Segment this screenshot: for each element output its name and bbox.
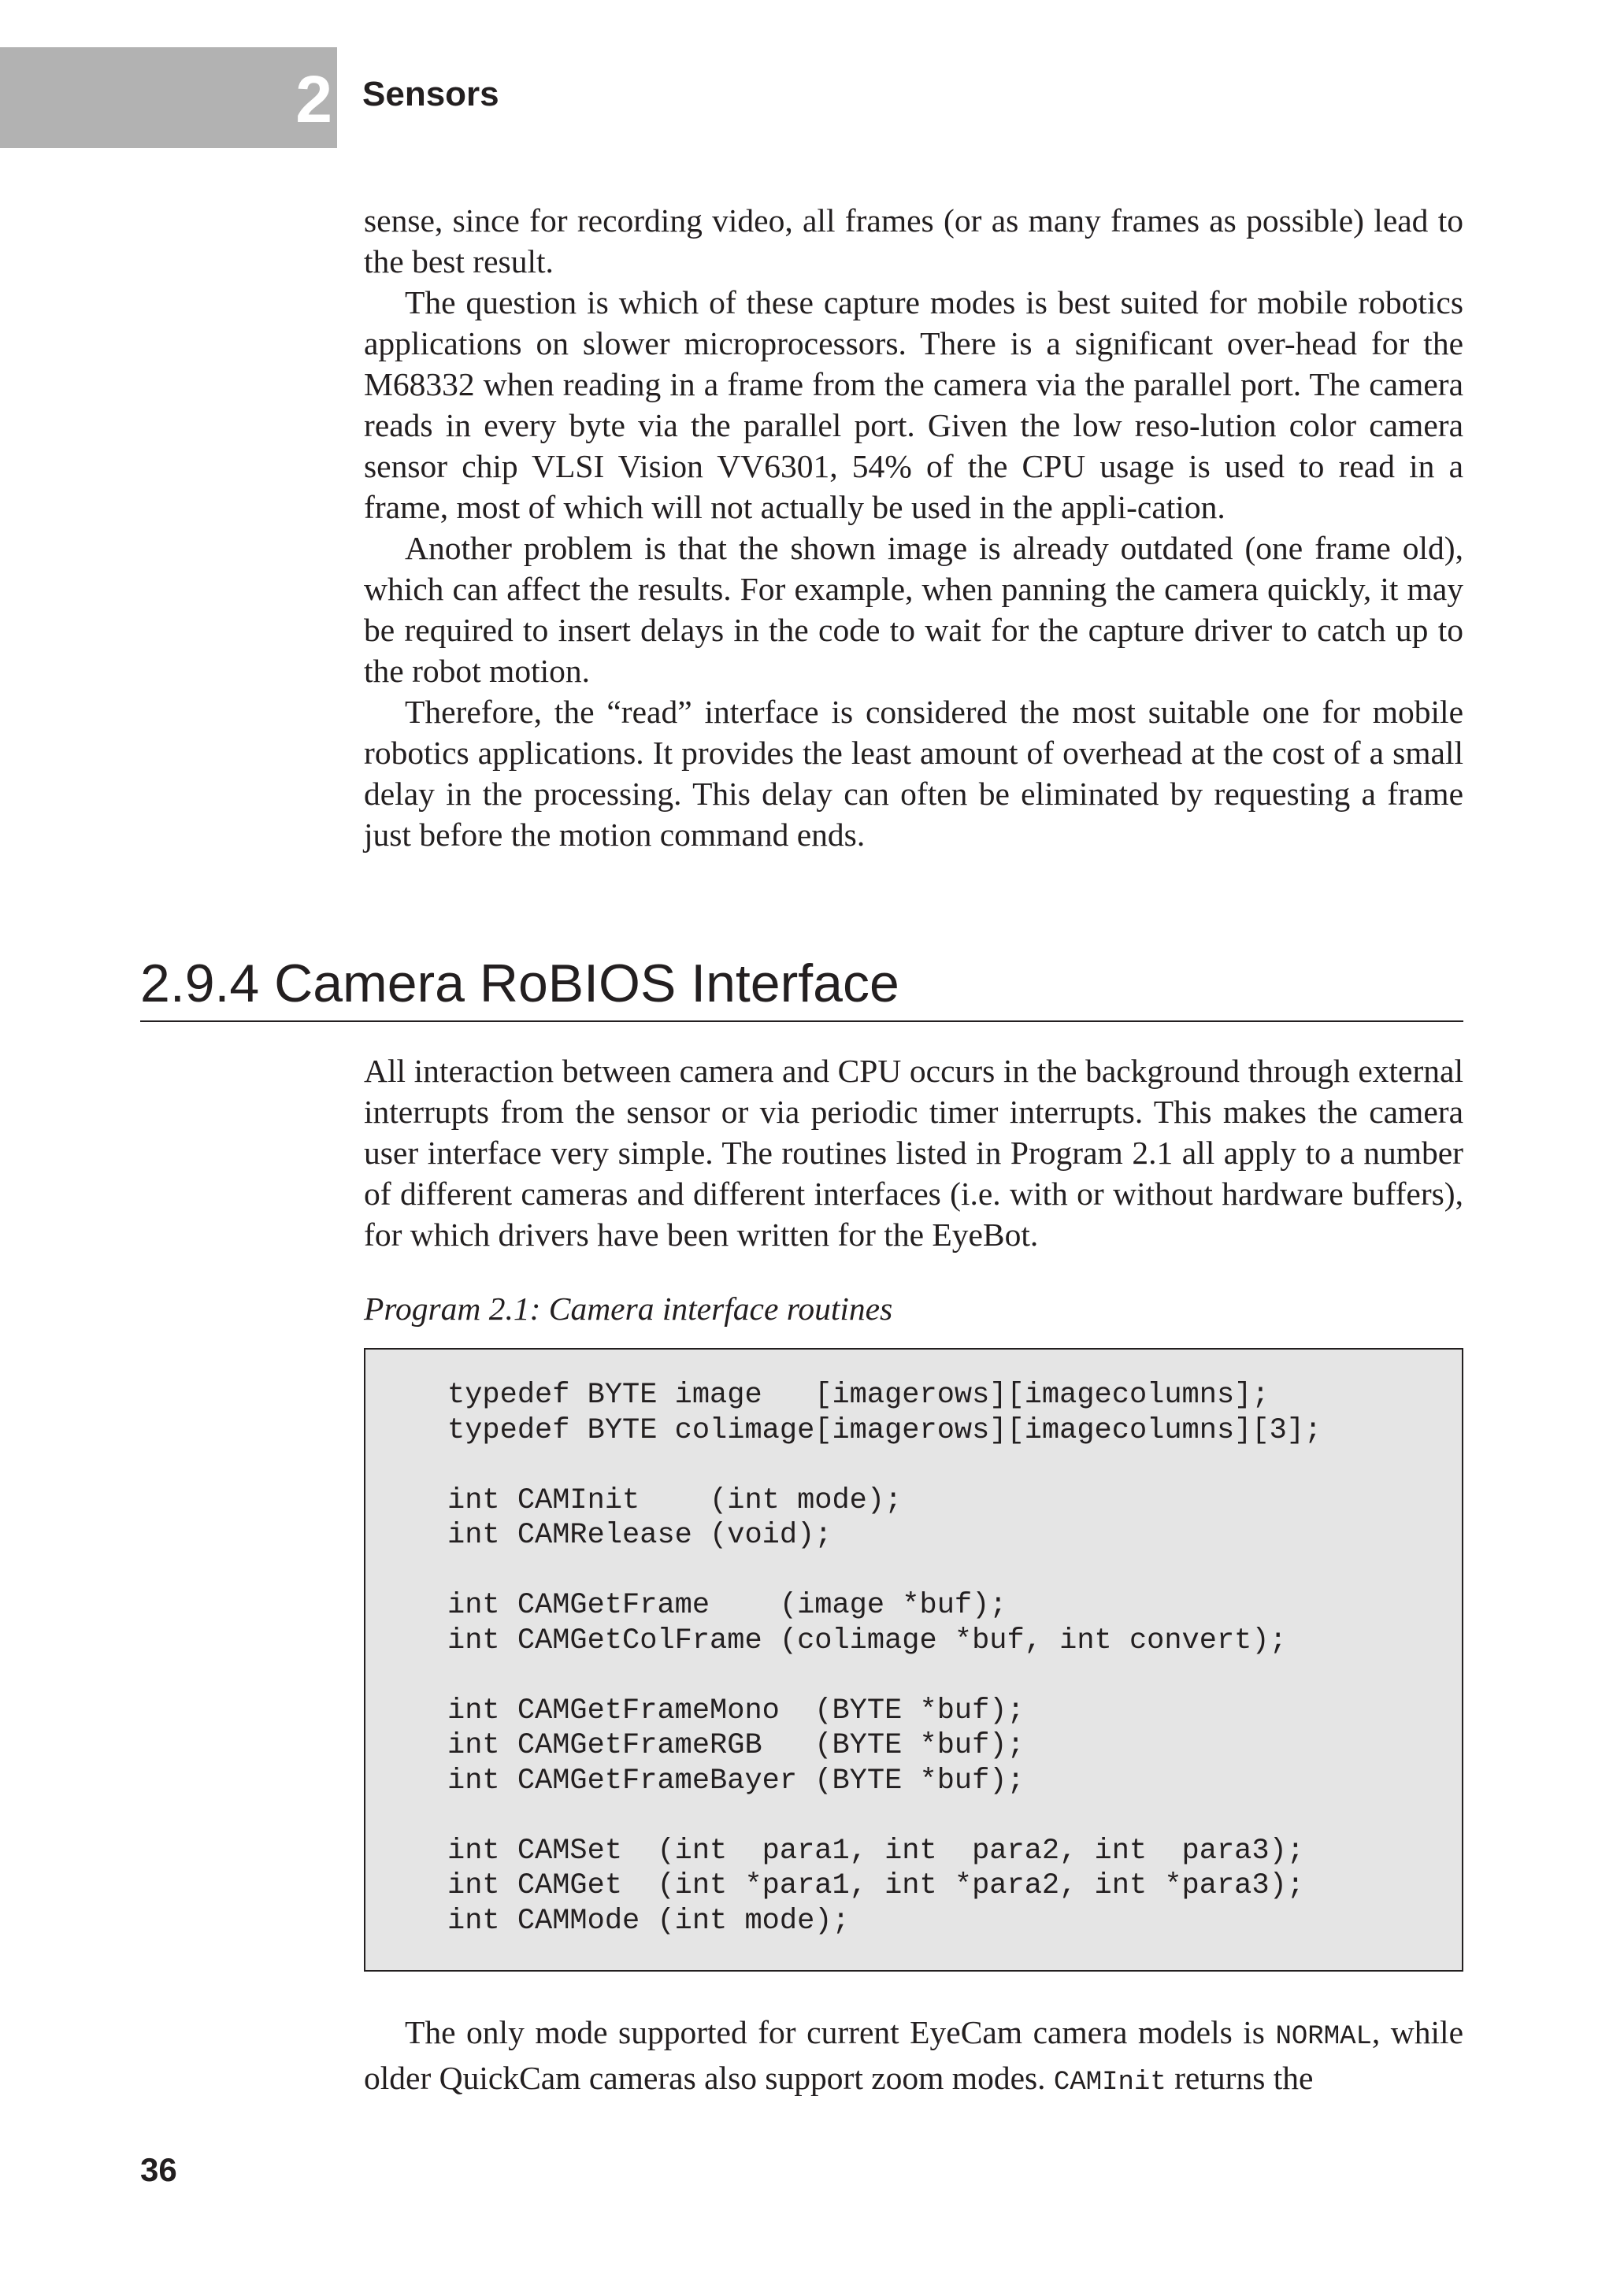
section-intro <box>364 1050 1463 1255</box>
body-text-bottom <box>364 2012 1463 2103</box>
program-caption: Program 2.1: Camera interface routines <box>364 1291 893 1327</box>
inline-code-caminit: CAMInit <box>1053 2068 1166 2098</box>
text-run: The only mode supported for current EyeCam camera models is <box>405 2014 1276 2050</box>
chapter-title: Sensors <box>362 75 499 113</box>
paragraph: sense, since for recording video, all frames (or as many frames as possible) lead to the best result. <box>364 202 1463 280</box>
code-listing <box>364 1348 1463 1972</box>
paragraph: The question is which of these capture modes is best suited for mobile robotics applications on slower microprocessors. There is a significant over-head for the M68332 when reading in a frame from the camera via the parallel port. The camera reads in every byte via the parallel port. Given the low reso-lution color camera sensor chip VLSI Vision VV6301, 54% of the CPU usage is used to read in a frame, most of which will not actually be used in the appli-cation. <box>364 284 1463 525</box>
text-run: , while older QuickCam cameras also support zoom modes. <box>364 2014 1463 2096</box>
body-text-top <box>364 200 1463 855</box>
paragraph: Therefore, the “read” interface is considered the most suitable one for mobile robotics applications. It provides the least amount of overhead at the cost of a small delay in the processing. This delay can often be eliminated by requesting a frame just before the motion command ends. <box>364 694 1463 853</box>
section-heading: 2.9.4 Camera RoBIOS Interface <box>140 950 1463 1022</box>
inline-code-normal: NORMAL <box>1275 2022 1372 2052</box>
paragraph: All interaction between camera and CPU occurs in the background through external interrupts from the sensor or via periodic timer interrupts. This makes the camera user interface very simple. The routines listed in Program 2.1 all apply to a number of different cameras and different interfaces (i.e. with or without hardware buffers), for which drivers have been written for the EyeBot. <box>364 1053 1463 1253</box>
page-number: 36 <box>140 2151 177 2188</box>
code-text: typedef BYTE image [imagerows][imagecolumns]; typedef BYTE colimage[imagerows][imagecolumns][3]; int CAMInit (int mode); int CAMRelease (void); int CAMGetFrame (image *buf); int CAMGetColFrame (colimage *buf, int convert); int CAMGetFrameMono (BYTE *buf); int CAMGetFrameRGB (BYTE *buf); int CAMGetFrameBayer (BYTE *buf); int CAMSet (int para1, int para2, int para3); int CAMGet (int *para1, int *para2, int *para3); int CAMMode (int mode); <box>447 1379 1322 1938</box>
paragraph: Another problem is that the shown image is already outdated (one frame old), which can affect the results. For example, when panning the camera quickly, it may be required to insert delays in the code to wait for the capture driver to catch up to the robot motion. <box>364 530 1463 689</box>
paragraph <box>364 2012 1463 2103</box>
text-run: returns the <box>1166 2060 1314 2096</box>
chapter-number: 2 <box>295 62 332 136</box>
